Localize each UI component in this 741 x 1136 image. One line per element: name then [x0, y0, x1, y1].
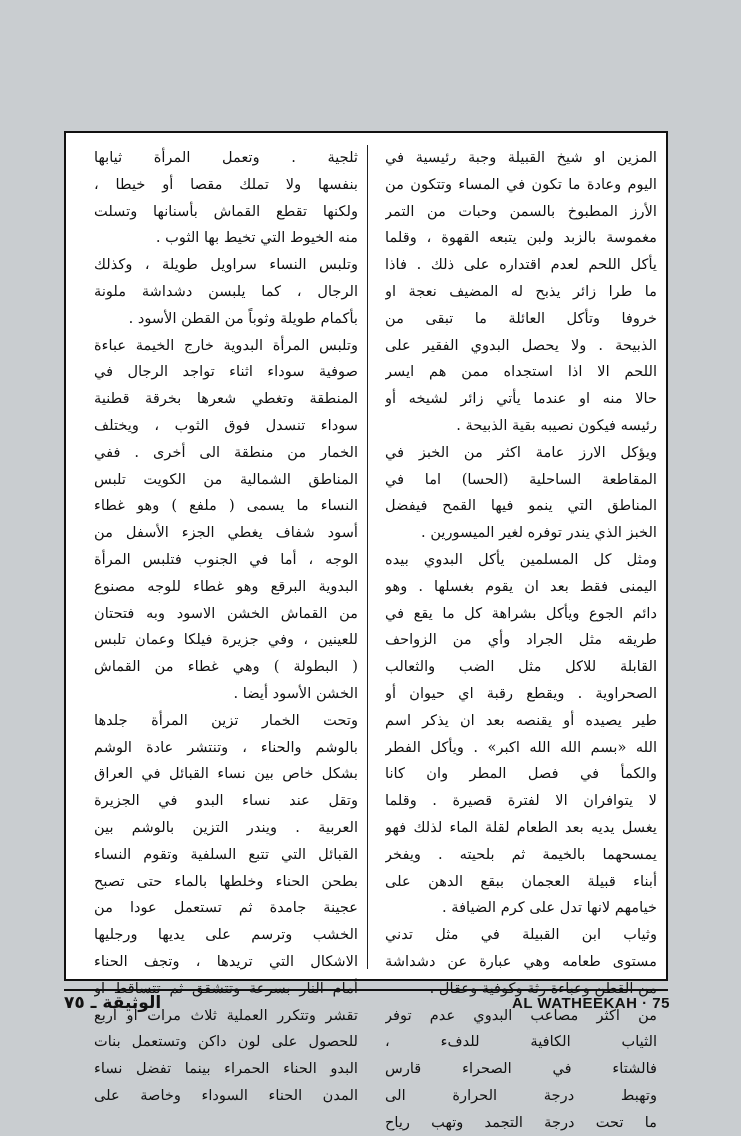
text-line: صوفية سوداء اثناء تواجد الرجال في: [94, 363, 358, 381]
text-line: بطحن الحناء وخلطها بالماء حتى تصبح: [94, 872, 358, 890]
text-line: الخشب وترسم على يديها ورجليها: [94, 926, 358, 944]
text-line: يغسل يديه بعد الطعام لقلة الماء لذلك فهو: [385, 818, 657, 836]
text-line: الأرز المطبوخ بالسمن وحبات من التمر: [385, 202, 657, 220]
text-line: سوداء تنسدل فوق الثوب ، ويختلف: [94, 416, 358, 434]
text-line: من القماش الخشن الاسود وبه فتحتان: [94, 604, 358, 622]
footer-rule: [64, 989, 668, 991]
text-line: الخمار من منطقة الى أخرى . ففي: [94, 443, 358, 461]
text-line: البدوية البرقع وهو غطاء للوجه مصنوع: [94, 577, 358, 595]
text-column-right: [385, 145, 657, 1136]
text-line: المزين او شيخ القبيلة وجبة رئيسية في: [385, 149, 657, 166]
text-line: أسود شفاف يغطي الجزء الأسفل من: [94, 524, 358, 542]
text-line: منه الخيوط التي تخيط بها الثوب .: [155, 229, 358, 247]
text-line: الوجه ، أما في الجنوب فتلبس المرأة: [94, 550, 358, 568]
text-line: ويؤكل الارز عامة اكثر من الخبز في: [385, 443, 657, 461]
text-line: طريقه مثل الجراد وأي من الزواحف: [385, 631, 657, 649]
text-line: ثلجية . وتعمل المرأة ثيابها: [94, 149, 358, 166]
text-line: للعينين ، وفي جزيرة فيلكا وعمان تلبس: [94, 631, 358, 649]
text-line: مستوى طعامه وهي عبارة عن دشداشة: [385, 952, 657, 970]
text-line: خيامهم لانها تدل على كرم الضيافة .: [441, 899, 657, 917]
text-line: المناطق الشمالية من الكويت تلبس: [94, 470, 358, 488]
text-line: وتحت الخمار تزين المرأة جلدها: [94, 711, 358, 729]
text-line: للحصول على لون داكن وتستعمل بنات: [94, 1033, 358, 1051]
text-line: مغموسة بالزبد ولبن يتبعه القهوة ، وقلما: [385, 229, 657, 247]
text-line: ما تحت درجة التجمد وتهب رياح: [385, 1113, 657, 1131]
text-line: حالا منه او عندما يأتي زائر لشيخه أو: [385, 390, 657, 408]
text-line: لا يتوافران الا لفترة قصيرة . وقلما: [385, 792, 657, 810]
text-line: يأكل اللحم لعدم اقتداره على ذلك . فاذا: [385, 256, 657, 274]
text-line: وتلبس المرأة البدوية خارج الخيمة عباءة: [94, 336, 358, 354]
page-footer-english: AL WATHEEKAH · 75: [512, 995, 670, 1012]
text-line: الذبيحة . ولا يحصل البدوي الفقير على: [385, 336, 657, 354]
text-line: وتلبس النساء سراويل طويلة ، وكذلك: [94, 256, 358, 274]
text-line: القبائل التي تتبع السلفية وتقوم النساء: [94, 845, 358, 863]
text-line: بأكمام طويلة وثوباً من القطن الأسود .: [128, 309, 358, 327]
text-line: ( البطولة ) وهي غطاء من القماش: [94, 658, 358, 676]
text-line: طير يصيده أو يقنصه بعد ان يذكر اسم: [385, 711, 657, 729]
text-line: دائم الجوع ويأكل بشراهة كل ما يقع في: [385, 604, 657, 622]
text-line: بنفسها ولا تملك مقصا أو خيطا ،: [94, 175, 358, 193]
text-line: العربية . ويندر التزين بالوشم بين: [94, 818, 358, 836]
text-line: القابلة للاكل مثل الضب والثعالب: [385, 658, 657, 676]
text-line: تقشر وتتكرر العملية ثلاث مرات أو أربع: [94, 1006, 358, 1024]
text-line: الخشن الأسود أيضا .: [233, 684, 358, 702]
text-line: يمسحهما بالخيمة ثم بلحيته . ويفخر: [385, 845, 657, 863]
text-line: الرجال ، كما يلبسن دشداشة ملونة: [94, 282, 358, 300]
text-line: اللحم الا اذا استجداه ممن هم ايسر: [385, 363, 657, 381]
text-line: وتهبط درجة الحرارة الى: [385, 1086, 657, 1104]
column-divider: [367, 145, 368, 969]
text-line: الثياب الكافية للدفء ،: [385, 1033, 657, 1051]
text-line: ولكنها تقطع القماش بأسنانها وتسلت: [94, 202, 358, 220]
text-line: الله «بسم الله الله اكبر» . ويأكل الفطر: [385, 738, 657, 756]
text-line: المدن الحناء السوداء وخاصة على: [94, 1086, 358, 1104]
text-line: بالوشم والحناء ، وتنتشر عادة الوشم: [94, 738, 358, 756]
text-line: خروفا وتأكل العائلة ما تبقى من: [385, 309, 657, 327]
text-line: المنطقة وتغطي شعرها بخرقة قطنية: [94, 390, 358, 408]
text-line: ما طرا زائر يذبح له المضيف نعجة او: [385, 282, 657, 300]
text-line: الخبز الذي يندر توفره لغير الميسورين .: [421, 524, 657, 542]
text-column-left: [94, 145, 358, 1110]
text-line: الصحراوية . ويقطع رقبة اي حيوان أو: [385, 684, 657, 702]
text-line: البدو الحناء الحمراء بينما تفضل نساء: [94, 1060, 358, 1078]
text-line: أبناء قبيلة العجمان ببقع الدهن على: [385, 872, 657, 890]
text-line: المناطق التي ينمو فيها القمح فيفضل: [385, 497, 657, 515]
text-line: وتقل عند نساء البدو في الجزيرة: [94, 792, 358, 810]
text-line: اليوم وعادة ما تكون في المساء وتتكون من: [385, 175, 657, 193]
text-line: رئيسه فيكون نصيبه بقية الذبيحة .: [456, 416, 657, 434]
text-line: ومثل كل المسلمين يأكل البدوي بيده: [385, 550, 657, 568]
text-line: عجينة جامدة ثم تستعمل عودا من: [94, 899, 358, 917]
text-line: اليمنى فقط بعد ان يقوم بغسلها . وهو: [385, 577, 657, 595]
text-line: المقاطعة الساحلية (الحسا) اما في: [385, 470, 657, 488]
text-line: فالشتاء في الصحراء قارس: [385, 1060, 657, 1078]
text-line: النساء ما يسمى ( ملفع ) وهو غطاء: [94, 497, 358, 515]
text-line: بشكل خاص بين نساء القبائل في العراق: [94, 765, 358, 783]
text-line: والكمأ في فصل المطر وان كانا: [385, 765, 657, 783]
text-line: وثياب ابن القبيلة في مثل تدني: [385, 926, 657, 944]
text-line: الاشكال التي تريدها ، وتجف الحناء: [94, 952, 358, 970]
page-footer-arabic: الوثيقة ـ ٧٥: [64, 993, 162, 1013]
text-line: من اكثر مصاعب البدوي عدم توفر: [385, 1006, 657, 1024]
